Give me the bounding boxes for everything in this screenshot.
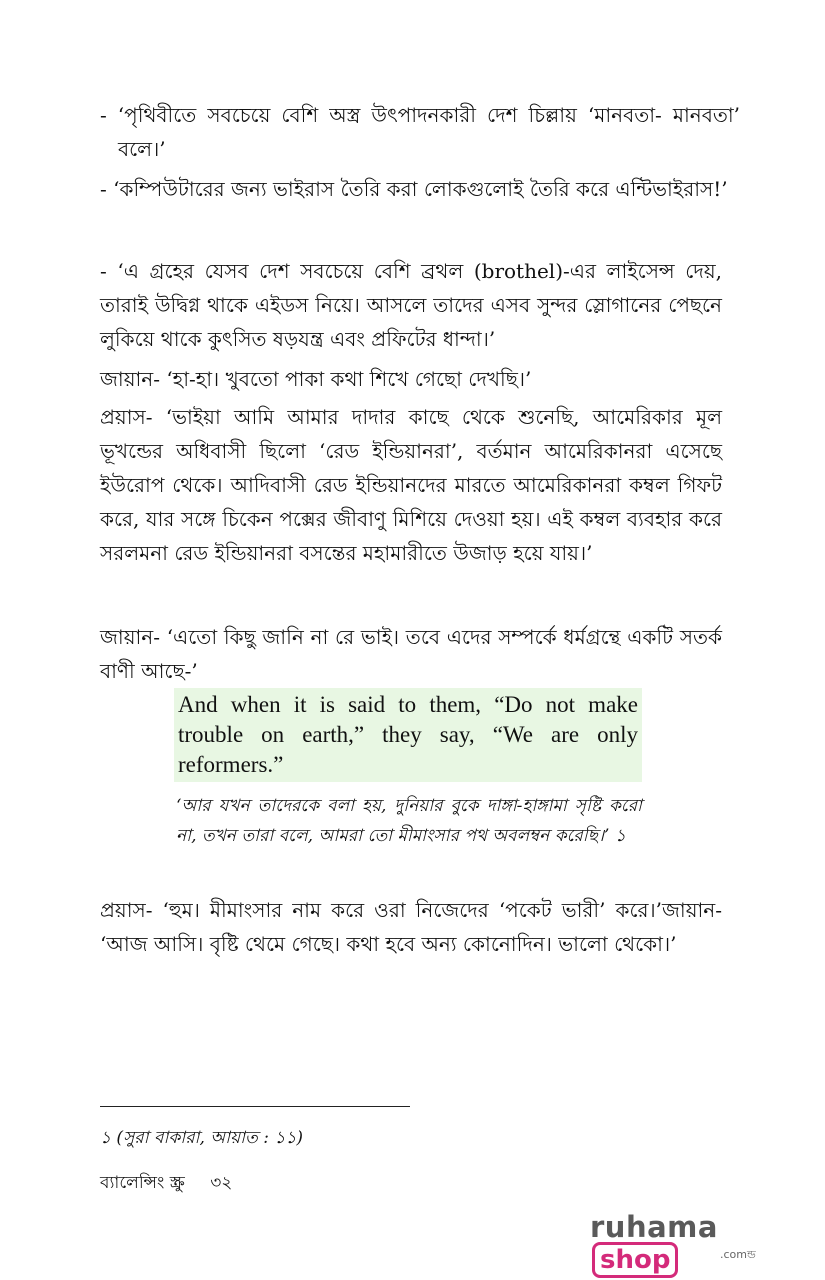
footnote-divider — [100, 1106, 410, 1107]
paragraph-1: - ‘পৃথিবীতে সবচেয়ে বেশি অস্ত্র উৎপাদনকারী দেশ চিল্লায় ‘মানবতা- মানবতা’ বলে।’ — [100, 103, 740, 161]
page-number: ৩২ — [210, 1173, 233, 1193]
paragraph-3: - ‘এ গ্রহের যেসব দেশ সবচেয়ে বেশি ব্রথল (brothel)-এর লাইসেন্স দেয়, তারাই উদ্বিগ্ন থাকে এইডস নিয়ে। আসলে তাদের এসব সুন্দর স্লোগানের পেছনে লুকিয়ে থাকে কুৎসিত ষড়যন্ত্র এবং প্রফিটের ধান্দা।’ — [100, 259, 722, 351]
page-footer — [100, 1170, 232, 1198]
footnote: ১ (সুরা বাকারা, আয়াত : ১১) — [100, 1128, 304, 1148]
paragraph-5: প্রয়াস- ‘ভাইয়া আমি আমার দাদার কাছে থেকে শুনেছি, আমেরিকার মূল ভূখন্ডের অধিবাসী ছিলো ‘রেড ইন্ডিয়ানরা’, বর্তমান আমেরিকানরা এসেছে ইউরোপ থেকে। আদিবাসী রেড ইন্ডিয়ানদের মারতে আমেরিকানরা কম্বল গিফট করে, যার সঙ্গে চিকেন পক্সের জীবাণু মিশিয়ে দেওয়া হয়। এই কম্বল ব্যবহার করে সরলমনা রেড ইন্ডিয়ানরা বসন্তের মহামারীতে উজাড় হয়ে যায়।’ — [100, 405, 722, 565]
paragraph-2: - ‘কম্পিউটারের জন্য ভাইরাস তৈরি করা লোকগুলোই তৈরি করে এন্টিভাইরাস!’ — [100, 177, 728, 201]
book-title: ব্যালেন্সিং স্ক্রু — [100, 1173, 185, 1193]
paragraph-6: জায়ান- ‘এতো কিছু জানি না রে ভাই। তবে এদের সম্পর্কে ধর্মগ্রন্থে একটি সতর্ক বাণী আছে-’ — [100, 625, 722, 683]
bengali-quote-translation: ‘আর যখন তাদেরকে বলা হয়, দুনিয়ার বুকে দাঙ্গা-হাঙ্গামা সৃষ্টি করো না, তখন তারা বলে, আমরা তো মীমাংসার পথ অবলম্বন করেছি।’ ১ — [176, 796, 642, 846]
english-quote: And when it is said to them, “Do not make trouble on earth,” they say, “We are only reformers.” — [174, 688, 642, 782]
paragraph-7: প্রয়াস- ‘হুম। মীমাংসার নাম করে ওরা নিজেদের ‘পকেট ভারী’ করে।’জায়ান- ‘আজ আসি। বৃষ্টি থেমে গেছে। কথা হবে অন্য কোনোদিন। ভালো থেকো।’ — [100, 898, 722, 956]
logo-text-shop: shop — [592, 1242, 678, 1278]
logo-text-ruhama: ruhama — [590, 1210, 718, 1244]
paragraph-4: জায়ান- ‘হা-হা। খুবতো পাকা কথা শিখে গেছো দেখছি।’ — [100, 367, 532, 391]
ruhamashop-logo — [590, 1210, 780, 1275]
logo-text-domain: .comন্ড — [720, 1248, 756, 1261]
